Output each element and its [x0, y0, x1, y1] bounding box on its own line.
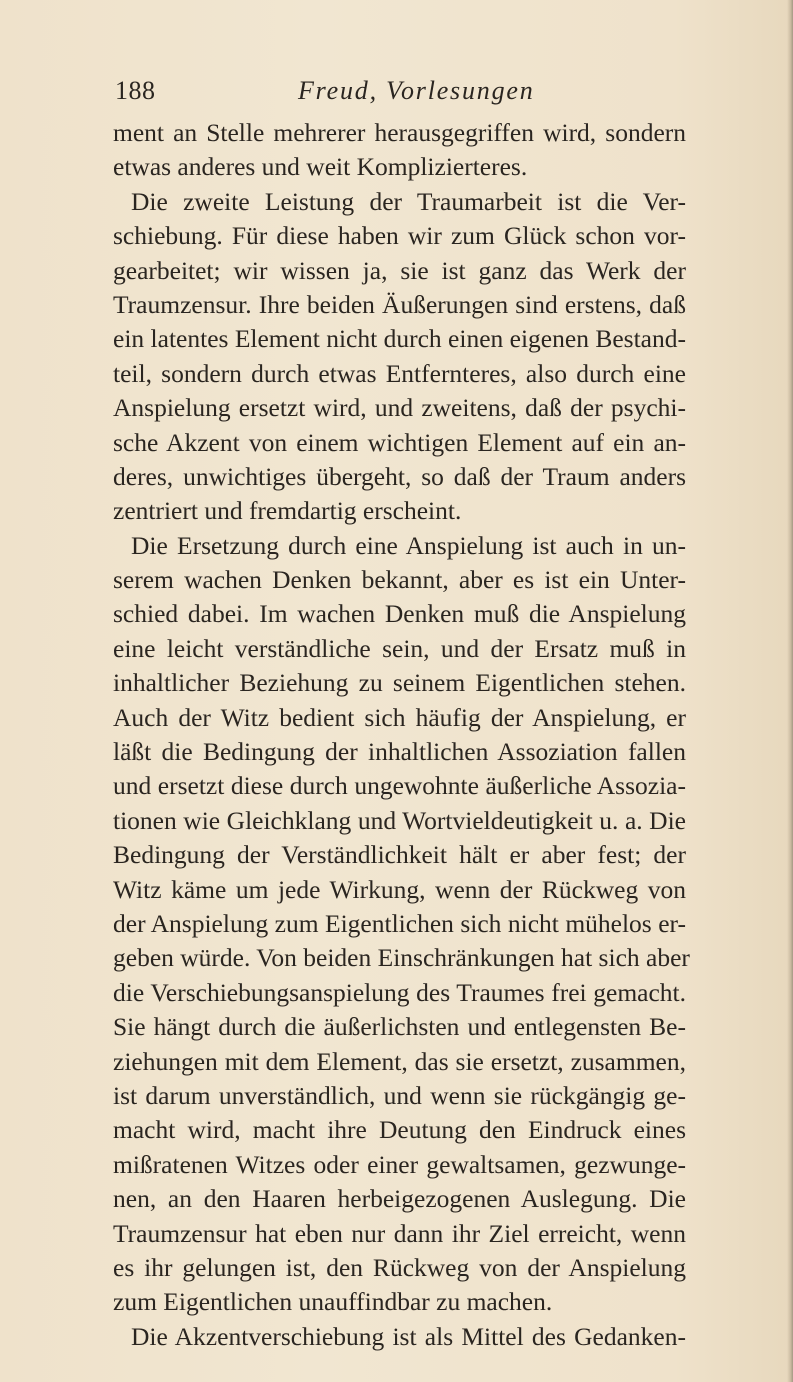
page-number: 188	[115, 76, 156, 105]
running-head: Freud, Vorlesungen	[298, 76, 535, 105]
text-line: Witz käme um jede Wirkung, wenn der Rückweg von	[113, 874, 686, 904]
text-line: zum Eigentlichen unauffindbar zu machen.	[113, 1287, 553, 1317]
text-line: Traumzensur. Ihre beiden Äußerungen sind erstens, daß	[113, 289, 686, 319]
page-header	[113, 76, 683, 112]
text-line: tionen wie Gleichklang und Wortvieldeutigkeit u. a. Die	[113, 805, 686, 835]
text-line: deres, unwichtiges übergeht, so daß der Traum anders	[113, 461, 686, 491]
text-line: Traumzensur hat eben nur dann ihr Ziel erreicht, wenn	[113, 1218, 686, 1248]
text-line: ein latentes Element nicht durch einen eigenen Bestand-	[113, 324, 686, 354]
text-line: geben würde. Von beiden Einschränkungen hat sich aber	[113, 943, 690, 973]
text-line: Bedingung der Verständlichkeit hält er aber fest; der	[113, 840, 686, 870]
text-line: macht wird, macht ihre Deutung den Eindruck eines	[113, 1115, 686, 1145]
page-edge-shadow	[787, 0, 793, 1382]
text-line: mißratenen Witzes oder einer gewaltsamen, gezwunge-	[113, 1149, 686, 1179]
text-line: es ihr gelungen ist, den Rückweg von der Anspielung	[113, 1252, 686, 1282]
text-line: eine leicht verständliche sein, und der Ersatz muß in	[113, 633, 686, 663]
text-line: ist darum unverständlich, und wenn sie rückgängig ge-	[113, 1080, 686, 1110]
text-line: teil, sondern durch etwas Entfernteres, also durch eine	[113, 358, 686, 388]
text-line: ment an Stelle mehrerer herausgegriffen wird, sondern	[113, 118, 686, 147]
text-line: Die Akzentverschiebung ist als Mittel des Gedanken-	[131, 1321, 686, 1351]
text-line: schied dabei. Im wachen Denken muß die Anspielung	[113, 599, 686, 629]
text-line: läßt die Bedingung der inhaltlichen Assoziation fallen	[113, 737, 686, 767]
text-line: gearbeitet; wir wissen ja, sie ist ganz das Werk der	[113, 255, 686, 285]
text-line: die Verschiebungsanspielung des Traumes frei gemacht.	[113, 977, 686, 1007]
text-line: sche Akzent von einem wichtigen Element auf ein an-	[113, 427, 686, 457]
text-line: inhaltlicher Beziehung zu seinem Eigentlichen stehen.	[113, 668, 686, 698]
text-line: etwas anderes und weit Komplizierteres.	[113, 152, 528, 182]
text-line: Die Ersetzung durch eine Anspielung ist auch in un-	[131, 530, 686, 560]
text-line: schiebung. Für diese haben wir zum Glück schon vor-	[113, 221, 686, 251]
text-line: serem wachen Denken bekannt, aber es ist ein Unter-	[113, 565, 686, 595]
text-line: zentriert und fremdartig erscheint.	[113, 496, 462, 526]
text-line: ziehungen mit dem Element, das sie ersetzt, zusammen,	[113, 1046, 686, 1076]
text-line: nen, an den Haaren herbeigezogenen Auslegung. Die	[113, 1184, 686, 1214]
text-line: Anspielung ersetzt wird, und zweitens, daß der psychi-	[113, 393, 686, 423]
text-line: der Anspielung zum Eigentlichen sich nicht mühelos er-	[113, 908, 686, 938]
text-line: Sie hängt durch die äußerlichsten und entlegensten Be-	[113, 1012, 686, 1042]
text-line: und ersetzt diese durch ungewohnte äußerliche Assozia-	[113, 771, 686, 801]
text-line: Auch der Witz bedient sich häufig der Anspielung, er	[113, 702, 686, 732]
text-line: Die zweite Leistung der Traumarbeit ist die Ver-	[131, 186, 686, 216]
body-text	[113, 116, 690, 1354]
